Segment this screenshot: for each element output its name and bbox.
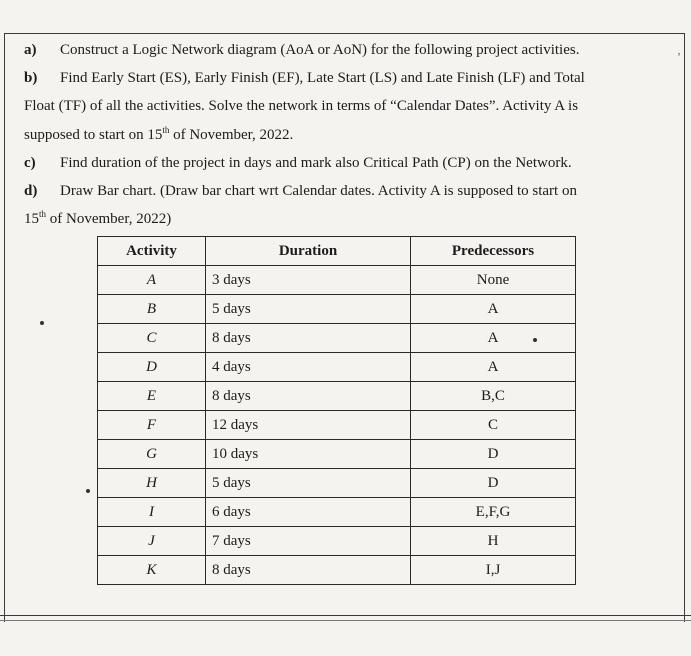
table-row bbox=[98, 527, 576, 556]
question-a bbox=[24, 42, 579, 59]
question-b-cont-1 bbox=[24, 98, 578, 115]
table-row bbox=[98, 324, 576, 353]
ordinal-suffix: th bbox=[39, 209, 47, 219]
table-header-row bbox=[98, 237, 576, 266]
activity-cell: C bbox=[98, 324, 206, 353]
activity-cell: H bbox=[98, 469, 206, 498]
header-predecessors: Predecessors bbox=[411, 237, 576, 266]
predecessor-cell: A bbox=[411, 353, 576, 382]
stray-dot bbox=[86, 489, 90, 493]
question-d-text-line2b: of November, 2022) bbox=[46, 211, 172, 227]
question-b-text-line2: Float (TF) of all the activities. Solve the network in terms of “Calendar Dates”. Activity A is bbox=[24, 98, 579, 114]
activity-cell: A bbox=[98, 266, 206, 295]
table-row bbox=[98, 353, 576, 382]
question-c-label: c) bbox=[24, 155, 36, 171]
table-row bbox=[98, 266, 576, 295]
activity-cell: J bbox=[98, 527, 206, 556]
duration-cell: 3 days bbox=[206, 266, 411, 295]
stray-dot bbox=[40, 321, 44, 325]
bottom-rule-secondary bbox=[0, 620, 691, 621]
predecessor-cell: D bbox=[411, 440, 576, 469]
duration-cell: 12 days bbox=[206, 411, 411, 440]
activity-cell: D bbox=[98, 353, 206, 382]
duration-cell: 6 days bbox=[206, 498, 411, 527]
duration-cell: 10 days bbox=[206, 440, 411, 469]
duration-cell: 4 days bbox=[206, 353, 411, 382]
question-d-text: Draw Bar chart. (Draw bar chart wrt Calendar dates. Activity A is supposed to start on bbox=[60, 183, 577, 199]
activity-cell: B bbox=[98, 295, 206, 324]
duration-cell: 5 days bbox=[206, 469, 411, 498]
table-row bbox=[98, 556, 576, 585]
question-b bbox=[24, 70, 585, 87]
question-d-label: d) bbox=[24, 183, 38, 199]
stray-dot bbox=[533, 338, 537, 342]
bottom-rule bbox=[0, 615, 691, 616]
header-activity: Activity bbox=[98, 237, 206, 266]
predecessor-cell: E,F,G bbox=[411, 498, 576, 527]
duration-cell: 8 days bbox=[206, 556, 411, 585]
predecessor-cell: None bbox=[411, 266, 576, 295]
table-row bbox=[98, 382, 576, 411]
activity-cell: F bbox=[98, 411, 206, 440]
activity-cell: E bbox=[98, 382, 206, 411]
activity-cell: K bbox=[98, 556, 206, 585]
table-row bbox=[98, 469, 576, 498]
question-d bbox=[24, 183, 577, 200]
table-row bbox=[98, 440, 576, 469]
predecessor-cell: H bbox=[411, 527, 576, 556]
question-b-text-line3a: supposed to start on 15 bbox=[24, 127, 163, 143]
question-c bbox=[24, 155, 572, 172]
duration-cell: 8 days bbox=[206, 382, 411, 411]
ordinal-suffix: th bbox=[162, 125, 170, 135]
edge-mark: ‚ bbox=[677, 43, 681, 57]
header-duration: Duration bbox=[206, 237, 411, 266]
question-b-text: Find Early Start (ES), Early Finish (EF), Late Start (LS) and Late Finish (LF) and Total bbox=[60, 70, 585, 86]
duration-cell: 5 days bbox=[206, 295, 411, 324]
duration-cell: 7 days bbox=[206, 527, 411, 556]
question-a-label: a) bbox=[24, 42, 37, 58]
question-b-text-line3b: of November, 2022. bbox=[169, 127, 294, 143]
question-b-cont-2 bbox=[24, 127, 293, 144]
predecessor-cell: A bbox=[411, 295, 576, 324]
table-row bbox=[98, 411, 576, 440]
question-b-label: b) bbox=[24, 70, 38, 86]
predecessor-cell: I,J bbox=[411, 556, 576, 585]
predecessor-cell: A bbox=[411, 324, 576, 353]
question-a-text: Construct a Logic Network diagram (AoA or AoN) for the following project activities. bbox=[60, 42, 580, 58]
activity-table bbox=[97, 236, 576, 585]
question-c-text: Find duration of the project in days and mark also Critical Path (CP) on the Network. bbox=[60, 155, 572, 171]
table-row bbox=[98, 295, 576, 324]
table-row bbox=[98, 498, 576, 527]
activity-cell: I bbox=[98, 498, 206, 527]
predecessor-cell: C bbox=[411, 411, 576, 440]
predecessor-cell: B,C bbox=[411, 382, 576, 411]
question-d-text-line2a: 15 bbox=[24, 211, 39, 227]
predecessor-cell: D bbox=[411, 469, 576, 498]
question-d-cont bbox=[24, 211, 171, 228]
activity-cell: G bbox=[98, 440, 206, 469]
duration-cell: 8 days bbox=[206, 324, 411, 353]
